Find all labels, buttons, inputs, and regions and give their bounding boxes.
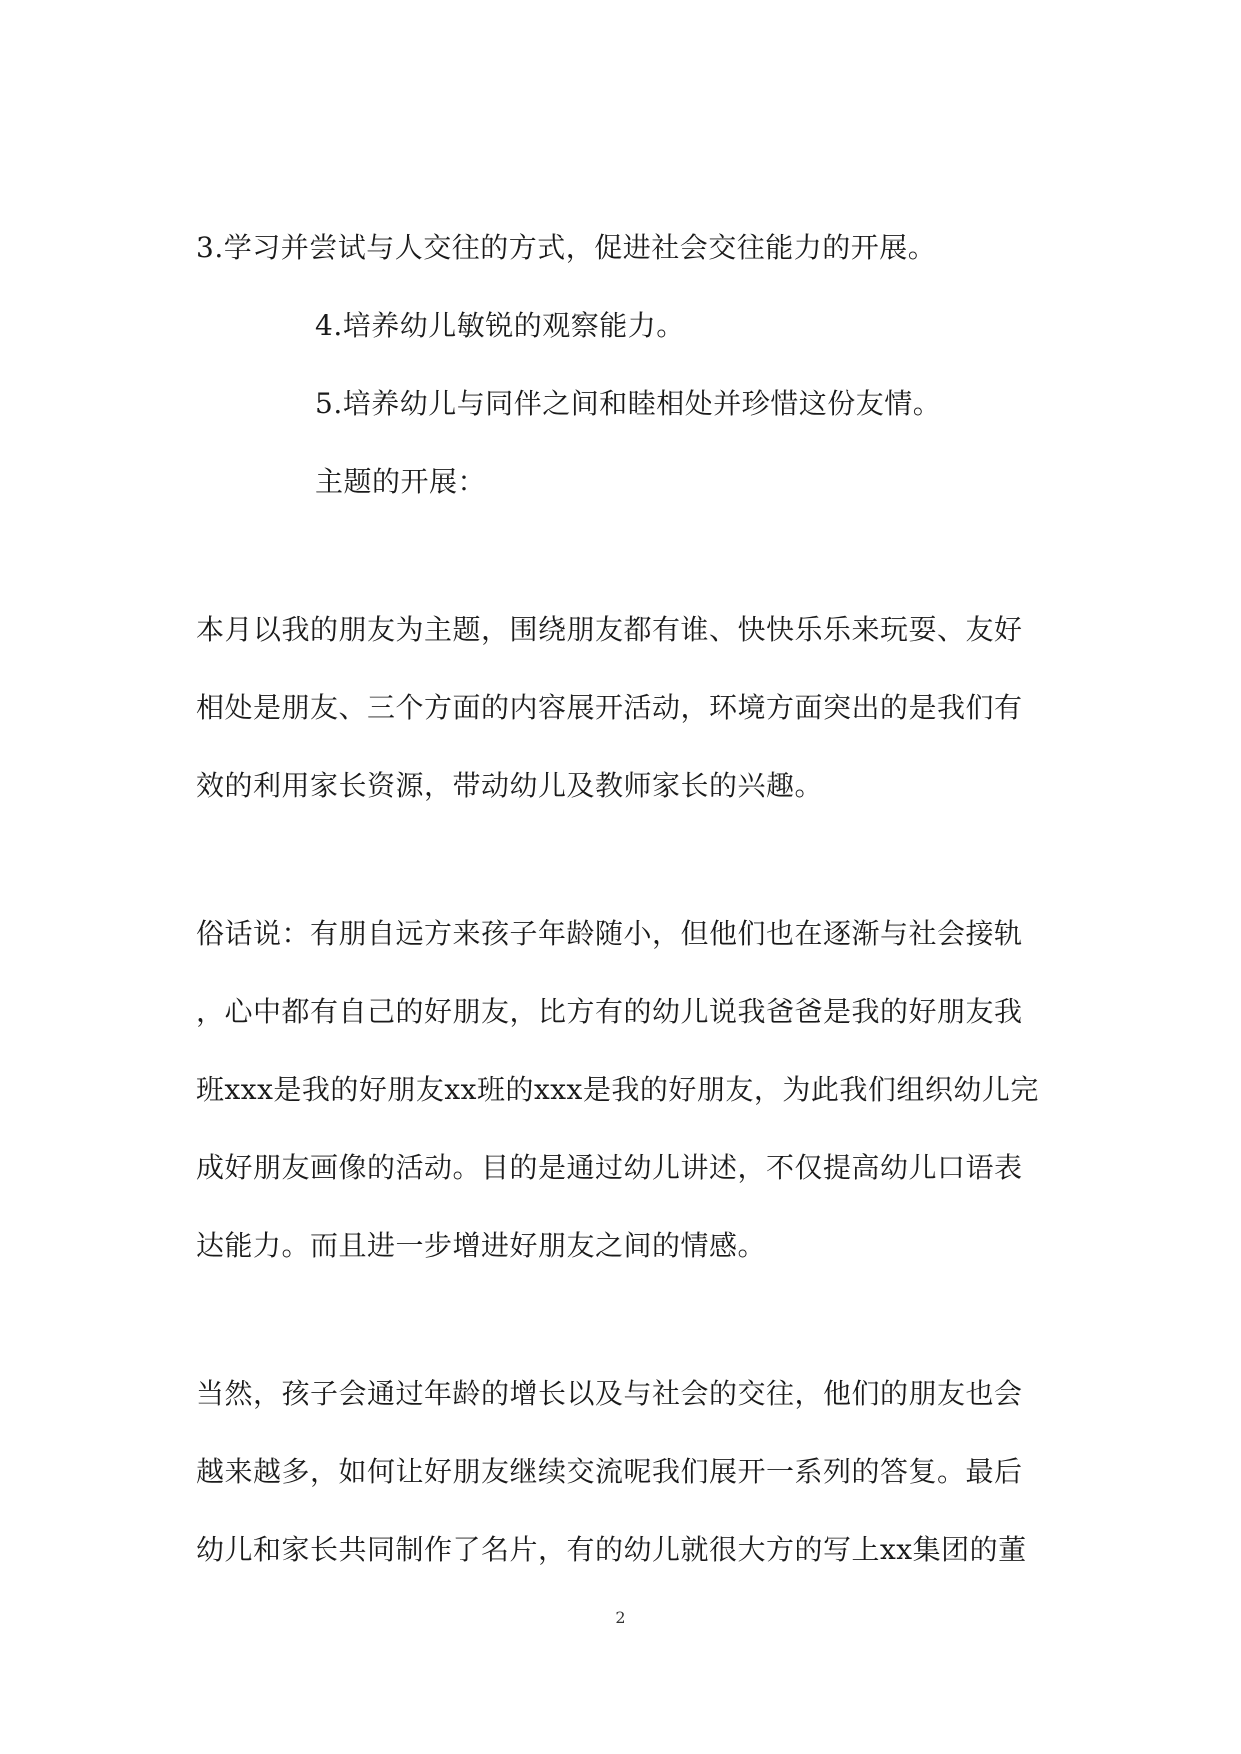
paragraph-line: 俗话说：有朋自远方来孩子年龄随小，但他们也在逐渐与社会接轨	[196, 917, 1023, 950]
page-number: 2	[615, 1608, 626, 1627]
paragraph-line: 本月以我的朋友为主题，围绕朋友都有谁、快快乐乐来玩耍、友好	[196, 613, 1023, 646]
paragraph-line: 成好朋友画像的活动。目的是通过幼儿讲述，不仅提高幼儿口语表	[196, 1151, 1023, 1184]
section-heading: 主题的开展：	[315, 465, 487, 498]
paragraph-line: ，心中都有自己的好朋友，比方有的幼儿说我爸爸是我的好朋友我	[196, 995, 1023, 1028]
paragraph-line: 达能力。而且进一步增进好朋友之间的情感。	[196, 1229, 767, 1262]
list-item-4: 4.培养幼儿敏锐的观察能力。	[315, 309, 685, 342]
paragraph-line: 班xxx是我的好朋友xx班的xxx是我的好朋友，为此我们组织幼儿完	[196, 1073, 1039, 1106]
list-item-3: 3.学习并尝试与人交往的方式，促进社会交往能力的开展。	[196, 231, 937, 264]
paragraph-line: 幼儿和家长共同制作了名片，有的幼儿就很大方的写上xx集团的董	[196, 1533, 1027, 1566]
paragraph-line: 效的利用家长资源，带动幼儿及教师家长的兴趣。	[196, 769, 824, 802]
paragraph-line: 相处是朋友、三个方面的内容展开活动，环境方面突出的是我们有	[196, 691, 1023, 724]
paragraph-line: 越来越多，如何让好朋友继续交流呢我们展开一系列的答复。最后	[196, 1455, 1023, 1488]
paragraph-line: 当然，孩子会通过年龄的增长以及与社会的交往，他们的朋友也会	[196, 1377, 1023, 1410]
list-item-5: 5.培养幼儿与同伴之间和睦相处并珍惜这份友情。	[315, 387, 942, 420]
